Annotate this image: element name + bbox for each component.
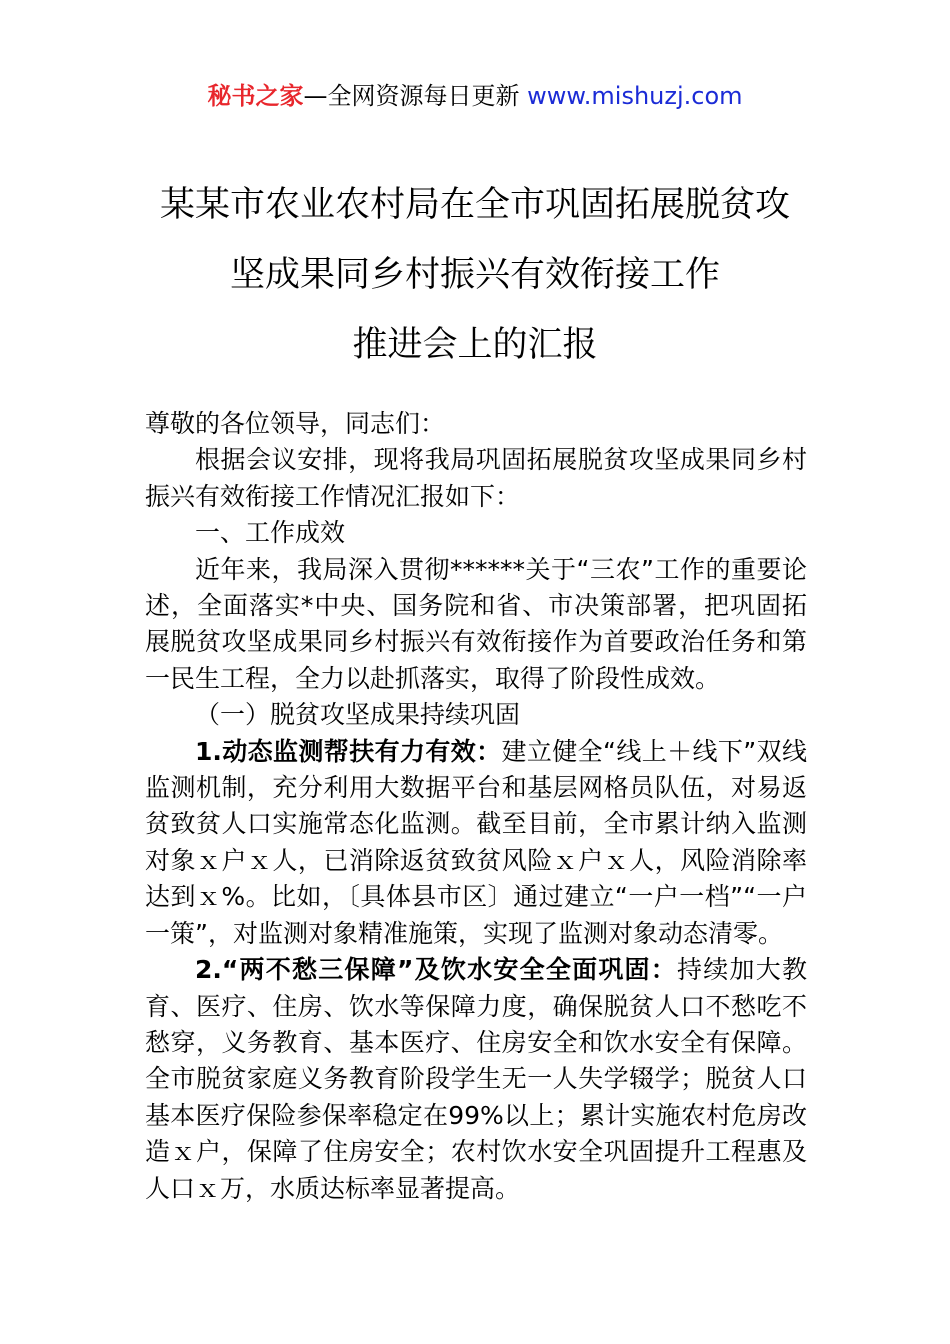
site-tagline: —全网资源每日更新 [303,82,528,110]
item-2-lead: 2.“两不愁三保障”及饮水安全全面巩固： [195,955,678,985]
item-1-text: 建立健全“线上＋线下”双线监测机制，充分利用大数据平台和基层网格员队伍，对易返贫致贫人口实施常态化监测。截至目前，全市累计纳入监测对象ｘ户ｘ人，已消除返贫致贫风险ｘ户ｘ人，风险消除率达到ｘ%。比如，〔具体县市区〕通过建立“一户一档”“一户一策”，对监测对象精准施策，实现了监测对象动态清零。 [145,736,807,948]
subsection-heading-1: （一）脱贫攻坚成果持续巩固 [195,700,521,730]
document-body [145,406,807,1207]
title-line-1: 某某市农业农村局在全市巩固拓展脱贫攻 [159,185,790,225]
title-line-3: 推进会上的汇报 [352,325,598,365]
site-header [0,78,950,114]
intro-paragraph: 根据会议安排，现将我局巩固拓展脱贫攻坚成果同乡村振兴有效衔接工作情况汇报如下： [145,445,807,511]
document-title [60,170,890,380]
site-brand: 秘书之家 [207,82,304,110]
title-line-2: 坚成果同乡村振兴有效衔接工作 [229,255,720,295]
item-2-text: 持续加大教育、医疗、住房、饮水等保障力度，确保脱贫人口不愁吃不愁穿，义务教育、基本医疗、住房安全和饮水安全有保障。全市脱贫家庭义务教育阶段学生无一人失学辍学；脱贫人口基本医疗保险参保率稳定在99%以上；累计实施农村危房改造ｘ户，保障了住房安全；农村饮水安全巩固提升工程惠及人口ｘ万，水质达标率显著提高。 [145,955,807,1203]
item-1-paragraph [145,734,807,952]
item-1-lead: 1.动态监测帮扶有力有效： [195,736,502,766]
section-1-paragraph: 近年来，我局深入贯彻******关于“三农”工作的重要论述，全面落实*中央、国务院和省、市决策部署，把巩固拓展脱贫攻坚成果同乡村振兴有效衔接作为首要政治任务和第一民生工程，全力以赴抓落实，取得了阶段性成效。 [145,554,807,693]
item-2-paragraph [145,952,807,1207]
site-url-link[interactable]: www.mishuzj.com [527,82,743,110]
section-heading-1: 一、工作成效 [195,518,346,548]
salutation: 尊敬的各位领导，同志们： [145,409,446,438]
